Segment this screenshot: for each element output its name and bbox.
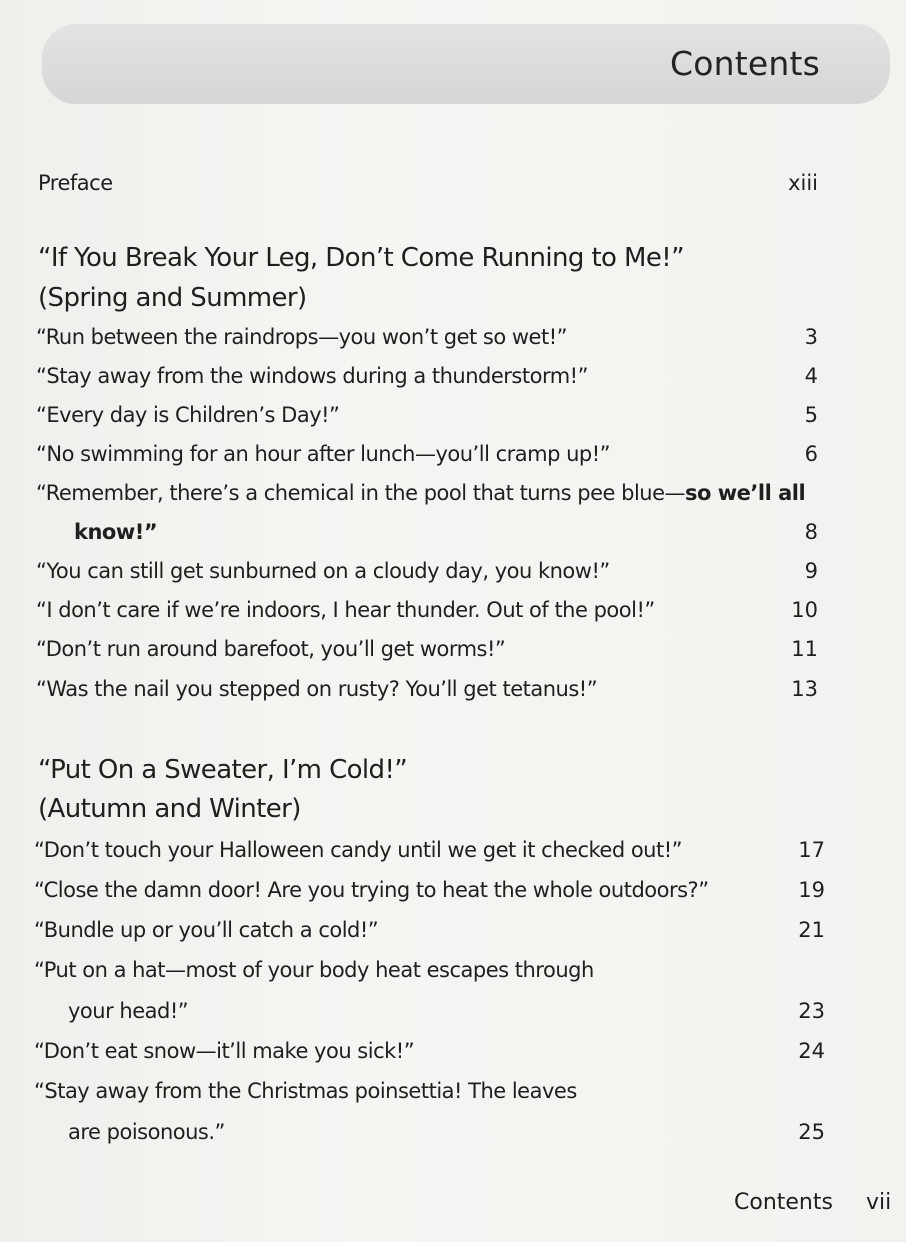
toc-entry-continuation: know!” <box>74 520 158 544</box>
toc-entry: “Put on a hat—most of your body heat escapes through <box>34 958 594 982</box>
toc-entry-page: 24 <box>798 1039 825 1063</box>
toc-entry: “I don’t care if we’re indoors, I hear thunder. Out of the pool!” <box>36 598 655 622</box>
toc-entry-page: 5 <box>804 403 818 427</box>
toc-entry-page: 23 <box>798 999 825 1023</box>
toc-entry <box>36 479 805 507</box>
preface-label: Preface <box>38 171 113 195</box>
section-title: “If You Break Your Leg, Don’t Come Running to Me!” <box>38 243 684 273</box>
running-footer-title: Contents <box>734 1190 833 1215</box>
toc-entry-page: 10 <box>791 598 818 622</box>
toc-entry: “Every day is Children’s Day!” <box>36 403 340 427</box>
section-subtitle: (Autumn and Winter) <box>38 794 301 824</box>
toc-entry: “Stay away from the Christmas poinsettia! The leaves <box>34 1079 577 1103</box>
toc-entry-page: 19 <box>798 878 825 902</box>
toc-entry: “Was the nail you stepped on rusty? You’ll get tetanus!” <box>36 677 598 701</box>
toc-entry-page: 3 <box>804 325 818 349</box>
toc-entry-page: 11 <box>791 637 818 661</box>
toc-entry-continuation: your head!” <box>68 999 189 1023</box>
section-title: “Put On a Sweater, I’m Cold!” <box>38 755 408 785</box>
toc-entry: “Don’t eat snow—it’ll make you sick!” <box>34 1039 415 1063</box>
page-title: Contents <box>669 44 820 83</box>
preface-page: xiii <box>788 171 818 195</box>
toc-entry-page: 8 <box>804 520 818 544</box>
toc-entry-page: 6 <box>804 442 818 466</box>
toc-entry: “Run between the raindrops—you won’t get so wet!” <box>36 325 567 349</box>
toc-entry: “Stay away from the windows during a thunderstorm!” <box>36 364 588 388</box>
toc-entry-page: 25 <box>798 1120 825 1144</box>
toc-entry-text: “Remember, there’s a chemical in the pool that turns pee blue— <box>36 481 686 505</box>
toc-entry-page: 17 <box>798 838 825 862</box>
toc-entry: “Bundle up or you’ll catch a cold!” <box>34 918 379 942</box>
toc-entry: “Close the damn door! Are you trying to heat the whole outdoors?” <box>34 878 709 902</box>
toc-entry-bold-text: so we’ll all <box>685 481 806 505</box>
toc-entry: “Don’t run around barefoot, you’ll get worms!” <box>36 637 506 661</box>
toc-entry-continuation: are poisonous.” <box>68 1120 225 1144</box>
toc-entry-page: 9 <box>804 559 818 583</box>
section-subtitle: (Spring and Summer) <box>38 283 307 313</box>
toc-entry: “Don’t touch your Halloween candy until we get it checked out!” <box>34 838 683 862</box>
toc-entry-page: 13 <box>791 677 818 701</box>
toc-entry-page: 21 <box>798 918 825 942</box>
toc-entry: “You can still get sunburned on a cloudy day, you know!” <box>36 559 610 583</box>
page-number: vii <box>866 1190 892 1215</box>
toc-entry: “No swimming for an hour after lunch—you’ll cramp up!” <box>36 442 611 466</box>
toc-entry-page: 4 <box>804 364 818 388</box>
